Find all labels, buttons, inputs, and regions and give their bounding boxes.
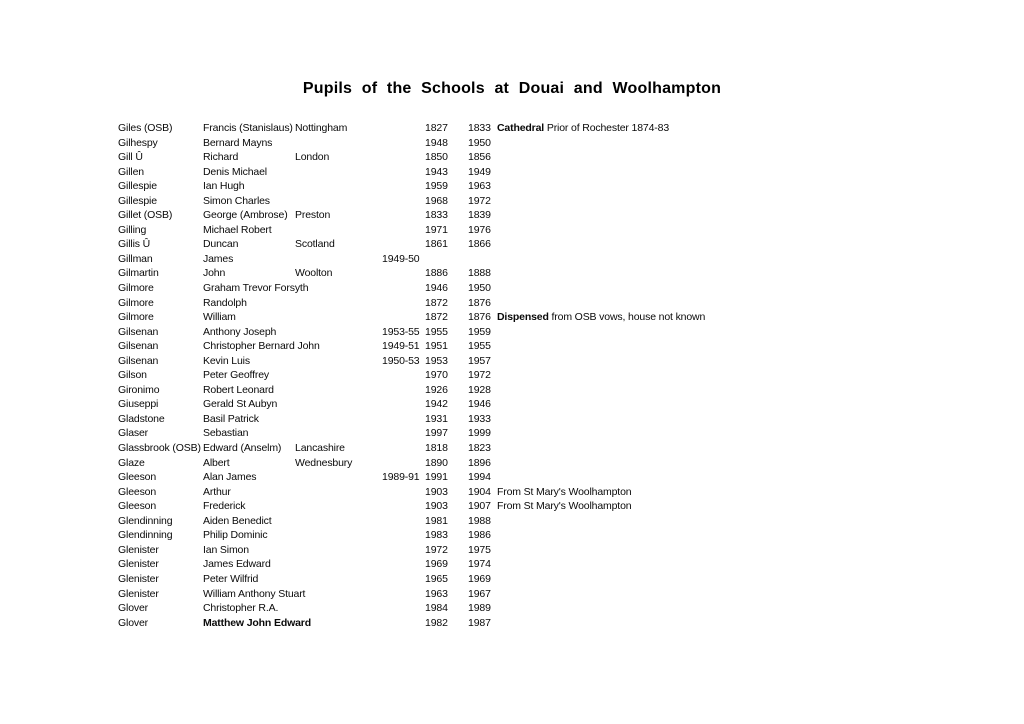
year-from-cell: 1968	[425, 194, 448, 207]
year-from-cell: 1886	[425, 267, 448, 280]
table-row	[118, 266, 1008, 281]
range-cell	[382, 514, 425, 529]
firstnames-cell: William Anthony Stuart	[203, 587, 306, 600]
place-cell	[295, 587, 382, 602]
firstnames-cell: Alan James	[203, 471, 257, 484]
table-row	[118, 557, 1008, 572]
place-cell	[295, 179, 382, 194]
year-from-cell: 1971	[425, 223, 448, 236]
note-cell	[497, 543, 1008, 558]
note-cell: Dispensed from OSB vows, house not known	[497, 311, 706, 324]
surname-cell: Gilling	[118, 223, 147, 236]
place-cell	[295, 223, 382, 238]
table-row	[118, 572, 1008, 587]
firstnames-cell: Philip Dominic	[203, 529, 268, 542]
note-cell	[497, 456, 1008, 471]
place-cell	[295, 397, 382, 412]
year-to-cell: 1972	[468, 369, 491, 382]
note-cell	[497, 383, 1008, 398]
note-cell	[497, 368, 1008, 383]
firstnames-cell: Michael Robert	[203, 223, 272, 236]
range-cell	[382, 266, 425, 281]
table-row	[118, 456, 1008, 471]
year-to-cell: 1876	[468, 296, 491, 309]
note-cell	[497, 587, 1008, 602]
firstnames-cell: Basil Patrick	[203, 412, 259, 425]
year-to-cell: 1839	[468, 209, 491, 222]
year-to-cell: 1823	[468, 442, 491, 455]
surname-cell: Gilsenan	[118, 340, 159, 353]
year-to-cell: 1896	[468, 456, 491, 469]
year-to-cell: 1856	[468, 151, 491, 164]
note-cell	[497, 514, 1008, 529]
note-cell	[497, 601, 1008, 616]
place-cell	[295, 601, 382, 616]
year-from-cell: 1943	[425, 165, 448, 178]
year-from-cell: 1890	[425, 456, 448, 469]
year-to-cell: 1904	[468, 485, 491, 498]
surname-cell: Glenister	[118, 587, 159, 600]
firstnames-cell: Peter Geoffrey	[203, 369, 269, 382]
note-bold-text: Dispensed	[497, 311, 549, 324]
surname-cell: Gironimo	[118, 383, 160, 396]
firstnames-cell: Albert	[203, 456, 230, 469]
firstnames-cell: Edward (Anselm)	[203, 442, 282, 455]
surname-cell: Gilhespy	[118, 136, 158, 149]
firstnames-cell: Christopher Bernard John	[203, 340, 320, 353]
place-cell: Wednesbury	[295, 456, 353, 469]
firstnames-cell: Graham Trevor Forsyth	[203, 282, 309, 295]
year-to-cell: 1986	[468, 529, 491, 542]
year-from-cell: 1983	[425, 529, 448, 542]
surname-cell: Gillespie	[118, 180, 157, 193]
firstnames-cell: Arthur	[203, 485, 231, 498]
firstnames-cell: Matthew John Edward	[203, 616, 311, 629]
table-row	[118, 368, 1008, 383]
surname-cell: Giuseppi	[118, 398, 159, 411]
range-cell	[382, 179, 425, 194]
surname-cell: Gilson	[118, 369, 147, 382]
page-title: Pupils of the Schools at Douai and Woolhampton	[302, 80, 722, 97]
place-cell: Nottingham	[295, 122, 348, 134]
place-cell	[295, 543, 382, 558]
firstnames-cell: Ian Hugh	[203, 180, 245, 193]
firstnames-cell: Bernard Mayns	[203, 136, 273, 149]
year-from-cell: 1872	[425, 311, 448, 324]
range-cell	[382, 441, 425, 456]
note-cell	[497, 208, 1008, 223]
firstnames-cell: Denis Michael	[203, 165, 267, 178]
table-row	[118, 601, 1008, 616]
table-row	[118, 325, 1008, 340]
note-cell	[497, 223, 1008, 238]
year-to-cell: 1975	[468, 543, 491, 556]
year-from-cell: 1963	[425, 587, 448, 600]
place-cell	[295, 528, 382, 543]
note-cell	[497, 528, 1008, 543]
table-row	[118, 426, 1008, 441]
range-cell	[382, 616, 425, 631]
range-cell: 1949-51	[382, 340, 420, 353]
place-cell	[295, 354, 382, 369]
surname-cell: Gillen	[118, 165, 144, 178]
table-row	[118, 616, 1008, 631]
year-from-cell: 1970	[425, 369, 448, 382]
place-cell: Lancashire	[295, 442, 345, 455]
year-to-cell: 1888	[468, 267, 491, 280]
table-row	[118, 383, 1008, 398]
note-cell	[497, 616, 1008, 631]
surname-cell: Glenister	[118, 558, 159, 571]
surname-cell: Gleeson	[118, 500, 157, 513]
place-cell	[295, 485, 382, 500]
surname-cell: Gilmore	[118, 311, 154, 324]
firstnames-cell: Francis (Stanislaus)	[203, 122, 293, 134]
range-cell	[382, 165, 425, 180]
year-to-cell: 1959	[468, 325, 491, 338]
range-cell	[382, 528, 425, 543]
table-row	[118, 514, 1008, 529]
table-row	[118, 412, 1008, 427]
table-row	[118, 179, 1008, 194]
table-row	[118, 150, 1008, 165]
range-cell	[382, 601, 425, 616]
table-row	[118, 223, 1008, 238]
surname-cell: Gilsenan	[118, 325, 159, 338]
year-to-cell: 1955	[468, 340, 491, 353]
table-row	[118, 499, 1008, 514]
year-to-cell: 1987	[468, 616, 491, 629]
firstnames-cell: Ian Simon	[203, 543, 249, 556]
range-cell	[382, 150, 425, 165]
range-cell	[382, 296, 425, 311]
range-cell: 1949-50	[382, 252, 420, 265]
year-from-cell: 1861	[425, 238, 448, 251]
range-cell	[382, 208, 425, 223]
place-cell	[295, 136, 382, 151]
year-to-cell: 1833	[468, 122, 491, 134]
firstnames-cell: Peter Wilfrid	[203, 572, 259, 585]
year-to-cell: 1969	[468, 572, 491, 585]
range-cell	[382, 194, 425, 209]
surname-cell: Glenister	[118, 572, 159, 585]
surname-cell: Giles (OSB)	[118, 122, 173, 134]
firstnames-cell: Robert Leonard	[203, 383, 274, 396]
place-cell: Scotland	[295, 238, 335, 251]
surname-cell: Gill Û	[118, 151, 143, 164]
pupil-table	[118, 121, 1008, 630]
range-cell	[382, 426, 425, 441]
year-to-cell	[468, 252, 497, 267]
year-from-cell: 1948	[425, 136, 448, 149]
note-cell: From St Mary's Woolhampton	[497, 500, 632, 513]
firstnames-cell: Anthony Joseph	[203, 325, 277, 338]
year-from-cell: 1946	[425, 282, 448, 295]
range-cell	[382, 310, 425, 325]
firstnames-cell: Christopher R.A.	[203, 602, 279, 615]
table-row	[118, 136, 1008, 151]
place-cell	[295, 339, 382, 354]
year-from-cell	[425, 252, 468, 267]
range-cell	[382, 397, 425, 412]
firstnames-cell: Simon Charles	[203, 194, 270, 207]
range-cell	[382, 223, 425, 238]
place-cell	[295, 616, 382, 631]
surname-cell: Glendinning	[118, 529, 173, 542]
year-to-cell: 1972	[468, 194, 491, 207]
range-cell	[382, 281, 425, 296]
note-cell	[497, 237, 1008, 252]
firstnames-cell: Aiden Benedict	[203, 514, 272, 527]
table-row	[118, 485, 1008, 500]
year-from-cell: 1833	[425, 209, 448, 222]
note-cell	[497, 252, 1008, 267]
firstnames-cell: Gerald St Aubyn	[203, 398, 278, 411]
note-cell	[497, 165, 1008, 180]
surname-cell: Glaser	[118, 427, 149, 440]
firstnames-cell: George (Ambrose)	[203, 209, 288, 222]
place-cell	[295, 252, 382, 267]
range-cell: 1950-53	[382, 354, 420, 367]
year-from-cell: 1942	[425, 398, 448, 411]
table-row	[118, 296, 1008, 311]
year-to-cell: 1957	[468, 354, 491, 367]
year-to-cell: 1999	[468, 427, 491, 440]
year-from-cell: 1827	[425, 122, 448, 134]
range-cell	[382, 136, 425, 151]
year-from-cell: 1984	[425, 602, 448, 615]
range-cell	[382, 456, 425, 471]
surname-cell: Gleeson	[118, 485, 157, 498]
table-row	[118, 441, 1008, 456]
range-cell: 1989-91	[382, 471, 420, 484]
note-cell	[497, 194, 1008, 209]
firstnames-cell: Richard	[203, 151, 239, 164]
year-to-cell: 1963	[468, 180, 491, 193]
year-from-cell: 1969	[425, 558, 448, 571]
surname-cell: Gilsenan	[118, 354, 159, 367]
year-from-cell: 1965	[425, 572, 448, 585]
note-cell	[497, 470, 1008, 485]
year-to-cell: 1907	[468, 500, 491, 513]
place-cell	[295, 296, 382, 311]
range-cell	[382, 485, 425, 500]
year-to-cell: 1949	[468, 165, 491, 178]
note-cell	[497, 354, 1008, 369]
range-cell	[382, 237, 425, 252]
note-cell: Cathedral Prior of Rochester 1874-83	[497, 122, 670, 134]
year-to-cell: 1946	[468, 398, 491, 411]
note-cell	[497, 296, 1008, 311]
year-from-cell: 1872	[425, 296, 448, 309]
firstnames-cell: William	[203, 311, 236, 324]
year-from-cell: 1903	[425, 485, 448, 498]
year-from-cell: 1981	[425, 514, 448, 527]
surname-cell: Glover	[118, 602, 149, 615]
place-cell	[295, 165, 382, 180]
note-cell	[497, 136, 1008, 151]
table-row	[118, 121, 1008, 136]
place-cell	[295, 499, 382, 514]
table-row	[118, 587, 1008, 602]
table-row	[118, 310, 1008, 325]
table-row	[118, 237, 1008, 252]
note-cell	[497, 266, 1008, 281]
surname-cell: Gilmartin	[118, 267, 159, 280]
range-cell	[382, 543, 425, 558]
year-from-cell: 1818	[425, 442, 448, 455]
year-to-cell: 1928	[468, 383, 491, 396]
firstnames-cell: Kevin Luis	[203, 354, 250, 367]
note-cell	[497, 572, 1008, 587]
place-cell	[295, 426, 382, 441]
firstnames-cell: Sebastian	[203, 427, 249, 440]
year-to-cell: 1974	[468, 558, 491, 571]
year-to-cell: 1976	[468, 223, 491, 236]
range-cell	[382, 412, 425, 427]
place-cell	[295, 194, 382, 209]
table-row	[118, 543, 1008, 558]
surname-cell: Glassbrook (OSB)	[118, 442, 201, 455]
note-cell	[497, 397, 1008, 412]
year-to-cell: 1866	[468, 238, 491, 251]
year-from-cell: 1991	[425, 471, 448, 484]
surname-cell: Gleeson	[118, 471, 157, 484]
surname-cell: Gillespie	[118, 194, 157, 207]
year-to-cell: 1988	[468, 514, 491, 527]
table-row	[118, 194, 1008, 209]
range-cell	[382, 383, 425, 398]
firstnames-cell: Randolph	[203, 296, 247, 309]
surname-cell: Gillet (OSB)	[118, 209, 173, 222]
note-cell	[497, 412, 1008, 427]
place-cell	[295, 470, 382, 485]
place-cell	[295, 383, 382, 398]
firstnames-cell: John	[203, 267, 226, 280]
year-from-cell: 1972	[425, 543, 448, 556]
note-cell	[497, 426, 1008, 441]
year-from-cell: 1955	[425, 325, 448, 338]
range-cell	[382, 557, 425, 572]
year-from-cell: 1903	[425, 500, 448, 513]
table-row	[118, 470, 1008, 485]
place-cell	[295, 281, 382, 296]
year-to-cell: 1989	[468, 602, 491, 615]
surname-cell: Glaze	[118, 456, 145, 469]
firstnames-cell: Frederick	[203, 500, 246, 513]
table-row	[118, 252, 1008, 267]
surname-cell: Gilmore	[118, 296, 154, 309]
place-cell	[295, 557, 382, 572]
year-to-cell: 1933	[468, 412, 491, 425]
range-cell	[382, 587, 425, 602]
year-to-cell: 1967	[468, 587, 491, 600]
surname-cell: Glover	[118, 616, 149, 629]
firstnames-cell: James	[203, 252, 234, 265]
note-cell	[497, 325, 1008, 340]
place-cell: Woolton	[295, 267, 333, 280]
year-to-cell: 1950	[468, 136, 491, 149]
note-cell: From St Mary's Woolhampton	[497, 485, 632, 498]
range-cell: 1953-55	[382, 325, 420, 338]
year-from-cell: 1959	[425, 180, 448, 193]
place-cell	[295, 412, 382, 427]
note-cell	[497, 179, 1008, 194]
year-to-cell: 1994	[468, 471, 491, 484]
year-from-cell: 1931	[425, 412, 448, 425]
firstnames-cell: James Edward	[203, 558, 271, 571]
year-from-cell: 1951	[425, 340, 448, 353]
note-cell	[497, 339, 1008, 354]
place-cell	[295, 325, 382, 340]
note-cell	[497, 150, 1008, 165]
surname-cell: Gladstone	[118, 412, 165, 425]
year-from-cell: 1997	[425, 427, 448, 440]
firstnames-cell: Duncan	[203, 238, 239, 251]
note-cell	[497, 281, 1008, 296]
place-cell	[295, 572, 382, 587]
table-row	[118, 354, 1008, 369]
note-cell	[497, 557, 1008, 572]
range-cell	[382, 499, 425, 514]
year-to-cell: 1950	[468, 282, 491, 295]
surname-cell: Glenister	[118, 543, 159, 556]
table-row	[118, 208, 1008, 223]
note-bold-text: Cathedral	[497, 122, 545, 134]
year-from-cell: 1850	[425, 151, 448, 164]
note-cell	[497, 441, 1008, 456]
table-row	[118, 528, 1008, 543]
year-from-cell: 1982	[425, 616, 448, 629]
surname-cell: Gillman	[118, 252, 153, 265]
surname-cell: Gilmore	[118, 282, 154, 295]
table-row	[118, 281, 1008, 296]
place-cell	[295, 514, 382, 529]
place-cell: London	[295, 151, 330, 164]
surname-cell: Gillis Û	[118, 238, 151, 251]
table-row	[118, 165, 1008, 180]
table-row	[118, 339, 1008, 354]
place-cell	[295, 368, 382, 383]
range-cell	[382, 572, 425, 587]
place-cell	[295, 310, 382, 325]
table-row	[118, 397, 1008, 412]
year-from-cell: 1926	[425, 383, 448, 396]
year-from-cell: 1953	[425, 354, 448, 367]
range-cell	[382, 121, 425, 136]
surname-cell: Glendinning	[118, 514, 173, 527]
year-to-cell: 1876	[468, 311, 491, 324]
range-cell	[382, 368, 425, 383]
place-cell: Preston	[295, 209, 331, 222]
